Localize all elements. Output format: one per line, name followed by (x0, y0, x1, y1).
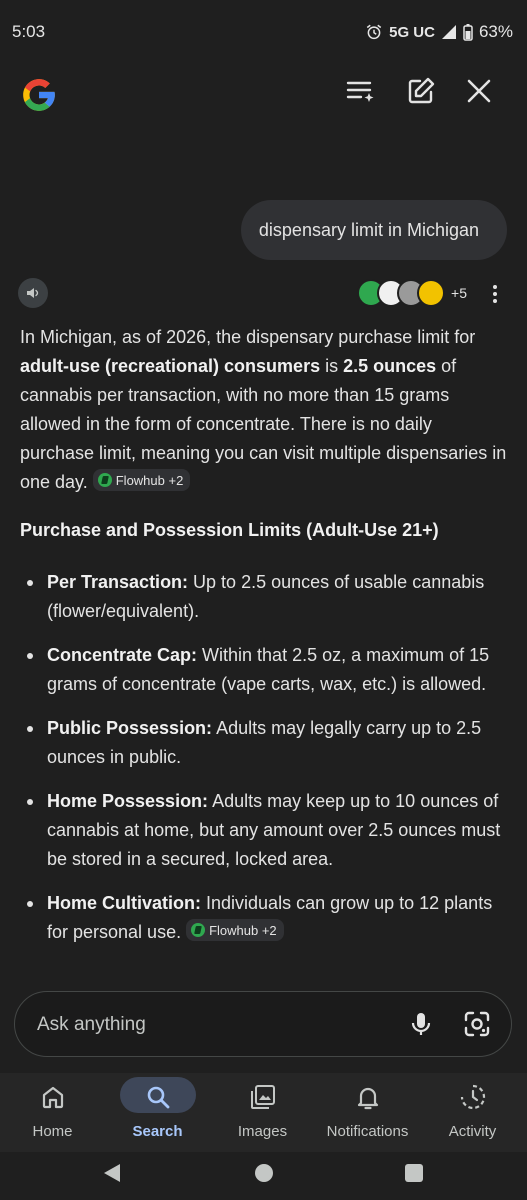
list-item-text: Adults may keep up to 10 ounces of cannabis at home, but any amount over 2.5 ounces must be stored in a secured, locked area. (47, 791, 501, 869)
list-item-label: Concentrate Cap: (47, 645, 198, 665)
answer-text: of cannabis per transaction, with no more than 15 grams allowed in the form of concentrate. There is no daily purchase limit, meaning you can visit multiple dispensaries in one day. (20, 356, 507, 492)
nav-images[interactable] (210, 1073, 315, 1152)
google-logo-icon[interactable] (20, 76, 58, 114)
nav-activity[interactable] (420, 1073, 525, 1152)
home-icon (39, 1083, 67, 1111)
limits-list (20, 568, 510, 962)
recents-icon[interactable] (404, 1163, 424, 1183)
nav-search-label: Search (132, 1123, 183, 1140)
list-item (20, 568, 510, 626)
nav-images-label: Images (237, 1123, 288, 1140)
answer-paragraph (20, 323, 510, 497)
speaker-icon (25, 285, 41, 301)
bottom-nav (0, 1073, 527, 1152)
signal-icon (441, 24, 457, 40)
status-icons (365, 22, 513, 42)
list-item-text: Individuals can grow up to 12 plants for personal use. (47, 893, 493, 942)
query-text: dispensary limit in Michigan (258, 219, 479, 240)
nav-notifications[interactable] (315, 1073, 420, 1152)
list-item-text: Within that 2.5 oz, a maximum of 15 grams of concentrate (vape carts, wax, etc.) is allowed. (47, 645, 490, 694)
ai-list-icon[interactable] (346, 76, 376, 106)
ai-answer (20, 323, 510, 497)
citation-chip[interactable] (186, 919, 284, 941)
images-icon (249, 1083, 277, 1111)
list-item-text: Adults may legally carry up to 2.5 ounces in public. (47, 718, 482, 767)
status-time: 5:03 (12, 22, 46, 41)
nav-activity-label: Activity (448, 1123, 497, 1140)
back-icon[interactable] (102, 1162, 122, 1184)
activity-icon (459, 1083, 487, 1111)
close-icon[interactable] (464, 76, 494, 106)
nav-notifications-label: Notifications (326, 1123, 409, 1140)
nav-search[interactable] (105, 1073, 210, 1152)
nav-home[interactable] (0, 1073, 105, 1152)
edit-icon[interactable] (406, 76, 436, 106)
system-nav-bar (0, 1152, 527, 1200)
citation-chip[interactable] (93, 469, 191, 491)
ask-box (14, 991, 512, 1057)
microphone-icon[interactable] (407, 1010, 435, 1038)
google-lens-icon[interactable] (463, 1010, 491, 1038)
battery-percent: 63% (478, 22, 513, 41)
home-circle-icon[interactable] (254, 1163, 274, 1183)
list-item-label: Home Cultivation: (47, 893, 202, 913)
network-label: 5G UC (389, 23, 435, 41)
alarm-icon (365, 23, 383, 41)
flowhub-icon (191, 923, 205, 937)
search-icon (144, 1083, 172, 1111)
list-item (20, 641, 510, 699)
citation-chip-label: Flowhub +2 (209, 922, 277, 938)
ask-input[interactable] (35, 992, 389, 1058)
answer-bold: 2.5 ounces (343, 356, 437, 376)
read-aloud-button[interactable] (18, 278, 48, 308)
top-bar (0, 64, 527, 120)
list-item-label: Public Possession: (47, 718, 213, 738)
sources-favicons[interactable] (357, 279, 467, 307)
query-bubble (241, 200, 507, 260)
bell-icon (354, 1083, 382, 1111)
list-item-label: Home Possession: (47, 791, 209, 811)
list-item (20, 714, 510, 772)
answer-bold: adult-use (recreational) consumers (20, 356, 321, 376)
answer-text: In Michigan, as of 2026, the dispensary purchase limit for (20, 327, 476, 347)
list-item (20, 889, 510, 947)
flowhub-icon (98, 473, 112, 487)
list-item-label: Per Transaction: (47, 572, 189, 592)
battery-icon (463, 24, 473, 41)
nav-home-label: Home (32, 1123, 73, 1140)
list-item-text: Up to 2.5 ounces of usable cannabis (flower/equivalent). (47, 572, 485, 621)
answer-text: is (320, 356, 344, 376)
more-options-icon[interactable] (485, 282, 505, 306)
citation-chip-label: Flowhub +2 (115, 472, 184, 488)
status-bar (0, 0, 527, 64)
section-title: Purchase and Possession Limits (Adult-Use 21+) (20, 520, 439, 540)
list-item (20, 787, 510, 874)
source-favicon-4 (417, 279, 445, 307)
sources-more-count: +5 (451, 285, 467, 301)
